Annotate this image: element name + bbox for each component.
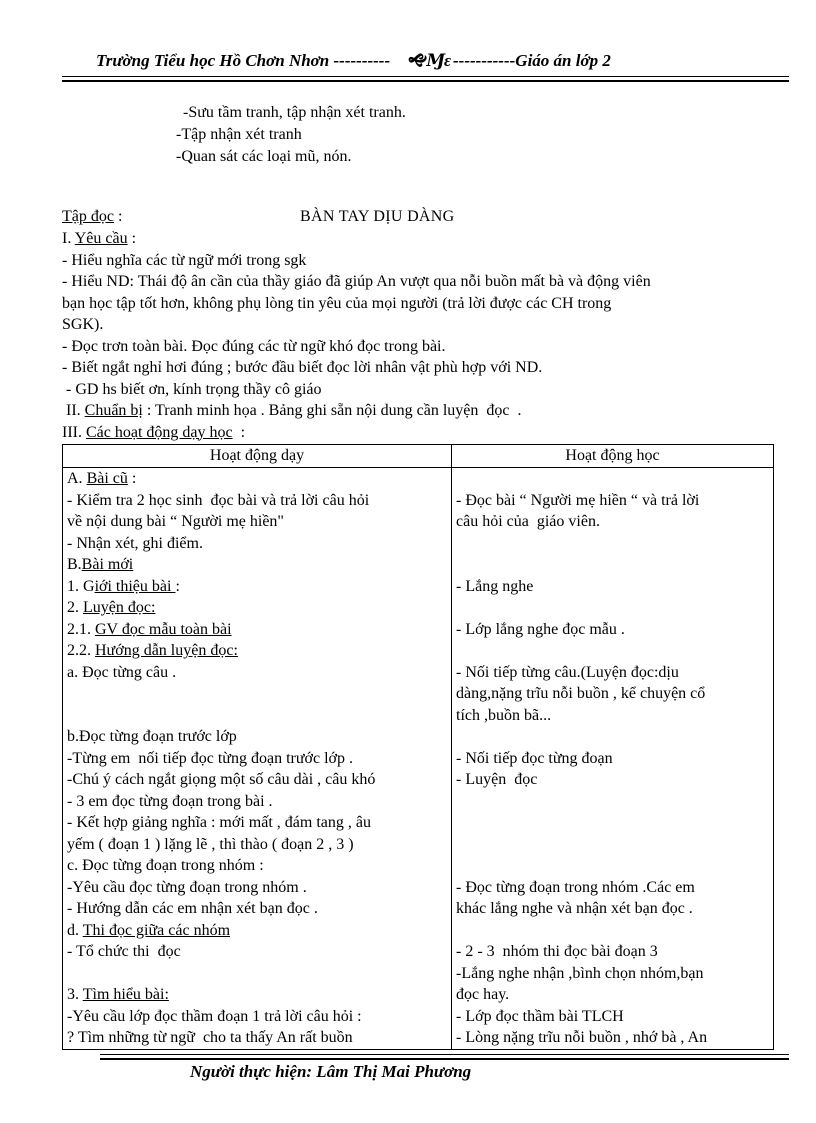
student-activity-line: dàng,nặng trĩu nỗi buồn , kể chuyện cổ <box>456 685 706 702</box>
student-activity-line <box>456 855 769 877</box>
line-fragment: A. <box>67 470 87 487</box>
student-activity-line: - Đọc bài “ Người mẹ hiền “ và trả lời <box>456 491 700 509</box>
prep-prefix: II. <box>62 402 85 419</box>
student-activity-line: - Lớp đọc thầm bài TLCH <box>456 1007 624 1025</box>
activities-prefix: III. <box>62 423 86 441</box>
teacher-activity-line <box>67 597 447 619</box>
teacher-activity-line <box>67 576 447 598</box>
teacher-activity-line: ? Tìm những từ ngữ cho ta thấy An rất buồn <box>67 1029 353 1046</box>
line-fragment: Hướng dẫn luyện đọc: <box>95 642 238 659</box>
student-activities-cell <box>452 468 774 1050</box>
decorative-logo-icon: 🙝Ɱɛ <box>406 51 452 70</box>
student-activity-line: -Lắng nghe nhận ,bình chọn nhóm,bạn <box>456 964 704 982</box>
teacher-activity-line: - Nhận xét, ghi điểm. <box>67 534 203 552</box>
teacher-activity-line: -Chú ý cách ngắt giọng một số câu dài , câu khó <box>67 771 376 788</box>
teacher-activity-line <box>67 963 447 985</box>
table-header-row <box>63 445 774 468</box>
teacher-activity-line <box>67 640 447 662</box>
line-fragment: 1. G <box>67 577 95 595</box>
teacher-activity-line <box>67 683 447 705</box>
subject-suffix: : <box>113 208 123 225</box>
student-activity-line <box>456 640 769 662</box>
teacher-activity-line: a. Đọc từng câu . <box>67 663 177 681</box>
prep-text: : Tranh minh họa . Bảng ghi sẵn nội dung cần luyện đọc . <box>142 402 522 419</box>
student-activity-line <box>456 920 769 942</box>
teacher-activity-line: về nội dung bài “ Người mẹ hiền" <box>67 513 284 530</box>
student-activity-line: - Đọc từng đoạn trong nhóm .Các em <box>456 878 695 896</box>
objective-line: SGK). <box>62 316 104 333</box>
line-fragment: B. <box>67 556 82 573</box>
prep-item: -Tập nhận xét tranh <box>176 126 302 143</box>
teacher-activity-line <box>67 619 447 641</box>
student-activity-line: - 2 - 3 nhóm thi đọc bài đoạn 3 <box>456 943 658 960</box>
teacher-activity-line: - Tổ chức thi đọc <box>67 943 181 960</box>
table-row <box>63 468 774 1050</box>
student-activity-line <box>456 791 769 813</box>
column-header-student: Hoạt động học <box>452 445 774 468</box>
column-header-teacher: Hoạt động dạy <box>63 445 452 468</box>
line-fragment: iới thiệu bài <box>94 577 176 595</box>
teacher-activity-line: - Kết hợp giảng nghĩa : mới mất , đám tang , âu <box>67 814 371 831</box>
prep-item: -Sưu tầm tranh, tập nhận xét tranh. <box>183 104 406 121</box>
author-footer: Người thực hiện: Lâm Thị Mai Phương <box>190 1062 472 1081</box>
page-header <box>96 48 796 72</box>
activities-suffix: : <box>232 423 246 441</box>
line-fragment: 2.1. <box>67 620 95 638</box>
teacher-activity-line <box>67 984 447 1006</box>
line-fragment: 2.2. <box>67 642 95 659</box>
teacher-activities-cell <box>63 468 452 1050</box>
line-fragment: : <box>175 577 180 595</box>
requirements-heading <box>62 228 782 250</box>
lesson-title: BÀN TAY DỊU DÀNG <box>300 208 455 225</box>
activities-label: Các hoạt động dạy học <box>85 423 233 441</box>
student-activity-line: - Lớp lắng nghe đọc mẫu . <box>456 620 625 638</box>
objective-line: - Đọc trơn toàn bài. Đọc đúng các từ ngữ khó đọc trong bài. <box>62 337 446 355</box>
line-fragment: Thi đọc giữa các nhóm <box>82 921 231 939</box>
footer-divider-thick <box>100 1058 789 1060</box>
activities-table <box>62 444 774 1050</box>
teacher-activity-line <box>67 920 447 942</box>
line-fragment: : <box>127 470 137 487</box>
student-activity-line: khác lắng nghe và nhận xét bạn đọc . <box>456 900 693 917</box>
lesson-body <box>62 206 782 443</box>
header-divider-thick <box>62 80 789 82</box>
student-activity-line <box>456 554 769 576</box>
prep-item: -Quan sát các loại mũ, nón. <box>176 148 352 165</box>
teacher-activity-line: c. Đọc từng đoạn trong nhóm : <box>67 857 264 874</box>
student-activity-line <box>456 812 769 834</box>
req-suffix: : <box>127 230 137 247</box>
student-activity-line: - Lòng nặng trĩu nỗi buồn , nhớ bà , An <box>456 1029 708 1046</box>
student-activity-line: tích ,buồn bã... <box>456 706 552 724</box>
teacher-activity-line: b.Đọc từng đoạn trước lớp <box>67 728 237 745</box>
grade-label: Giáo án lớp 2 <box>515 51 611 70</box>
prep-list <box>176 102 406 168</box>
line-fragment: 2. <box>67 599 83 616</box>
prep-label: Chuẩn bị <box>84 402 143 419</box>
student-activity-line <box>456 533 769 555</box>
student-activity-line: - Nối tiếp từng câu.(Luyện đọc:dịu <box>456 663 679 681</box>
lesson-title-row <box>62 206 782 228</box>
student-activity-line: - Luyện đọc <box>456 771 538 788</box>
header-dashes-left: ---------- <box>333 51 391 70</box>
student-activity-line: đọc hay. <box>456 986 510 1003</box>
school-name: Trường Tiểu học Hồ Chơn Nhơn <box>96 51 330 70</box>
objective-line: - Hiểu ND: Thái độ ân cần của thầy giáo đã giúp An vượt qua nỗi buồn mất bà và động viên <box>62 273 651 290</box>
teacher-activity-line <box>67 705 447 727</box>
req-label: Yêu cầu <box>74 230 128 247</box>
header-dashes-right: ----------- <box>453 51 516 70</box>
line-fragment: Bài cũ <box>86 470 128 487</box>
student-activity-line <box>456 726 769 748</box>
objective-line: bạn học tập tốt hơn, không phụ lòng tin yêu của mọi người (trả lời được các CH trong <box>62 294 612 312</box>
teacher-activity-line <box>67 468 447 490</box>
teacher-activity-line: -Từng em nối tiếp đọc từng đoạn trước lớp . <box>67 749 353 767</box>
line-fragment: Luyện đọc: <box>83 599 156 616</box>
teacher-activity-line: yếm ( đoạn 1 ) lặng lẽ , thì thào ( đoạn 2 , 3 ) <box>67 835 354 853</box>
preparation-heading <box>62 400 782 422</box>
teacher-activity-line: - Hướng dẫn các em nhận xét bạn đọc . <box>67 900 318 917</box>
line-fragment: GV đọc mẫu toàn bài <box>95 620 232 638</box>
teacher-activity-line: - Kiểm tra 2 học sinh đọc bài và trả lời câu hỏi <box>67 491 370 509</box>
student-activity-line: - Nối tiếp đọc từng đoạn <box>456 749 613 767</box>
student-activity-line: câu hỏi của giáo viên. <box>456 513 600 530</box>
teacher-activity-line: -Yêu cầu đọc từng đoạn trong nhóm . <box>67 878 307 896</box>
req-prefix: I. <box>62 230 75 247</box>
line-fragment: Bài mới <box>81 556 134 573</box>
student-activity-line <box>456 468 769 490</box>
student-activity-line <box>456 597 769 619</box>
objective-line: - Biết ngắt nghỉ hơi đúng ; bước đầu biết đọc lời nhân vật phù hợp với ND. <box>62 359 543 376</box>
line-fragment: d. <box>67 921 83 939</box>
student-activity-line <box>456 834 769 856</box>
subject-label: Tập đọc <box>62 208 114 225</box>
footer-divider-thin <box>100 1054 789 1055</box>
teacher-activity-line: - 3 em đọc từng đoạn trong bài . <box>67 792 273 810</box>
teacher-activity-line <box>67 554 447 576</box>
objective-line: - GD hs biết ơn, kính trọng thầy cô giáo <box>62 380 322 398</box>
objective-line: - Hiểu nghĩa các từ ngữ mới trong sgk <box>62 251 307 269</box>
student-activity-line: - Lắng nghe <box>456 577 534 595</box>
line-fragment: Tìm hiểu bài: <box>82 986 169 1003</box>
teacher-activity-line: -Yêu cầu lớp đọc thầm đoạn 1 trả lời câu hỏi : <box>67 1007 362 1025</box>
activities-heading <box>62 422 782 444</box>
line-fragment: 3. <box>67 986 83 1003</box>
header-divider-thin <box>62 76 789 77</box>
